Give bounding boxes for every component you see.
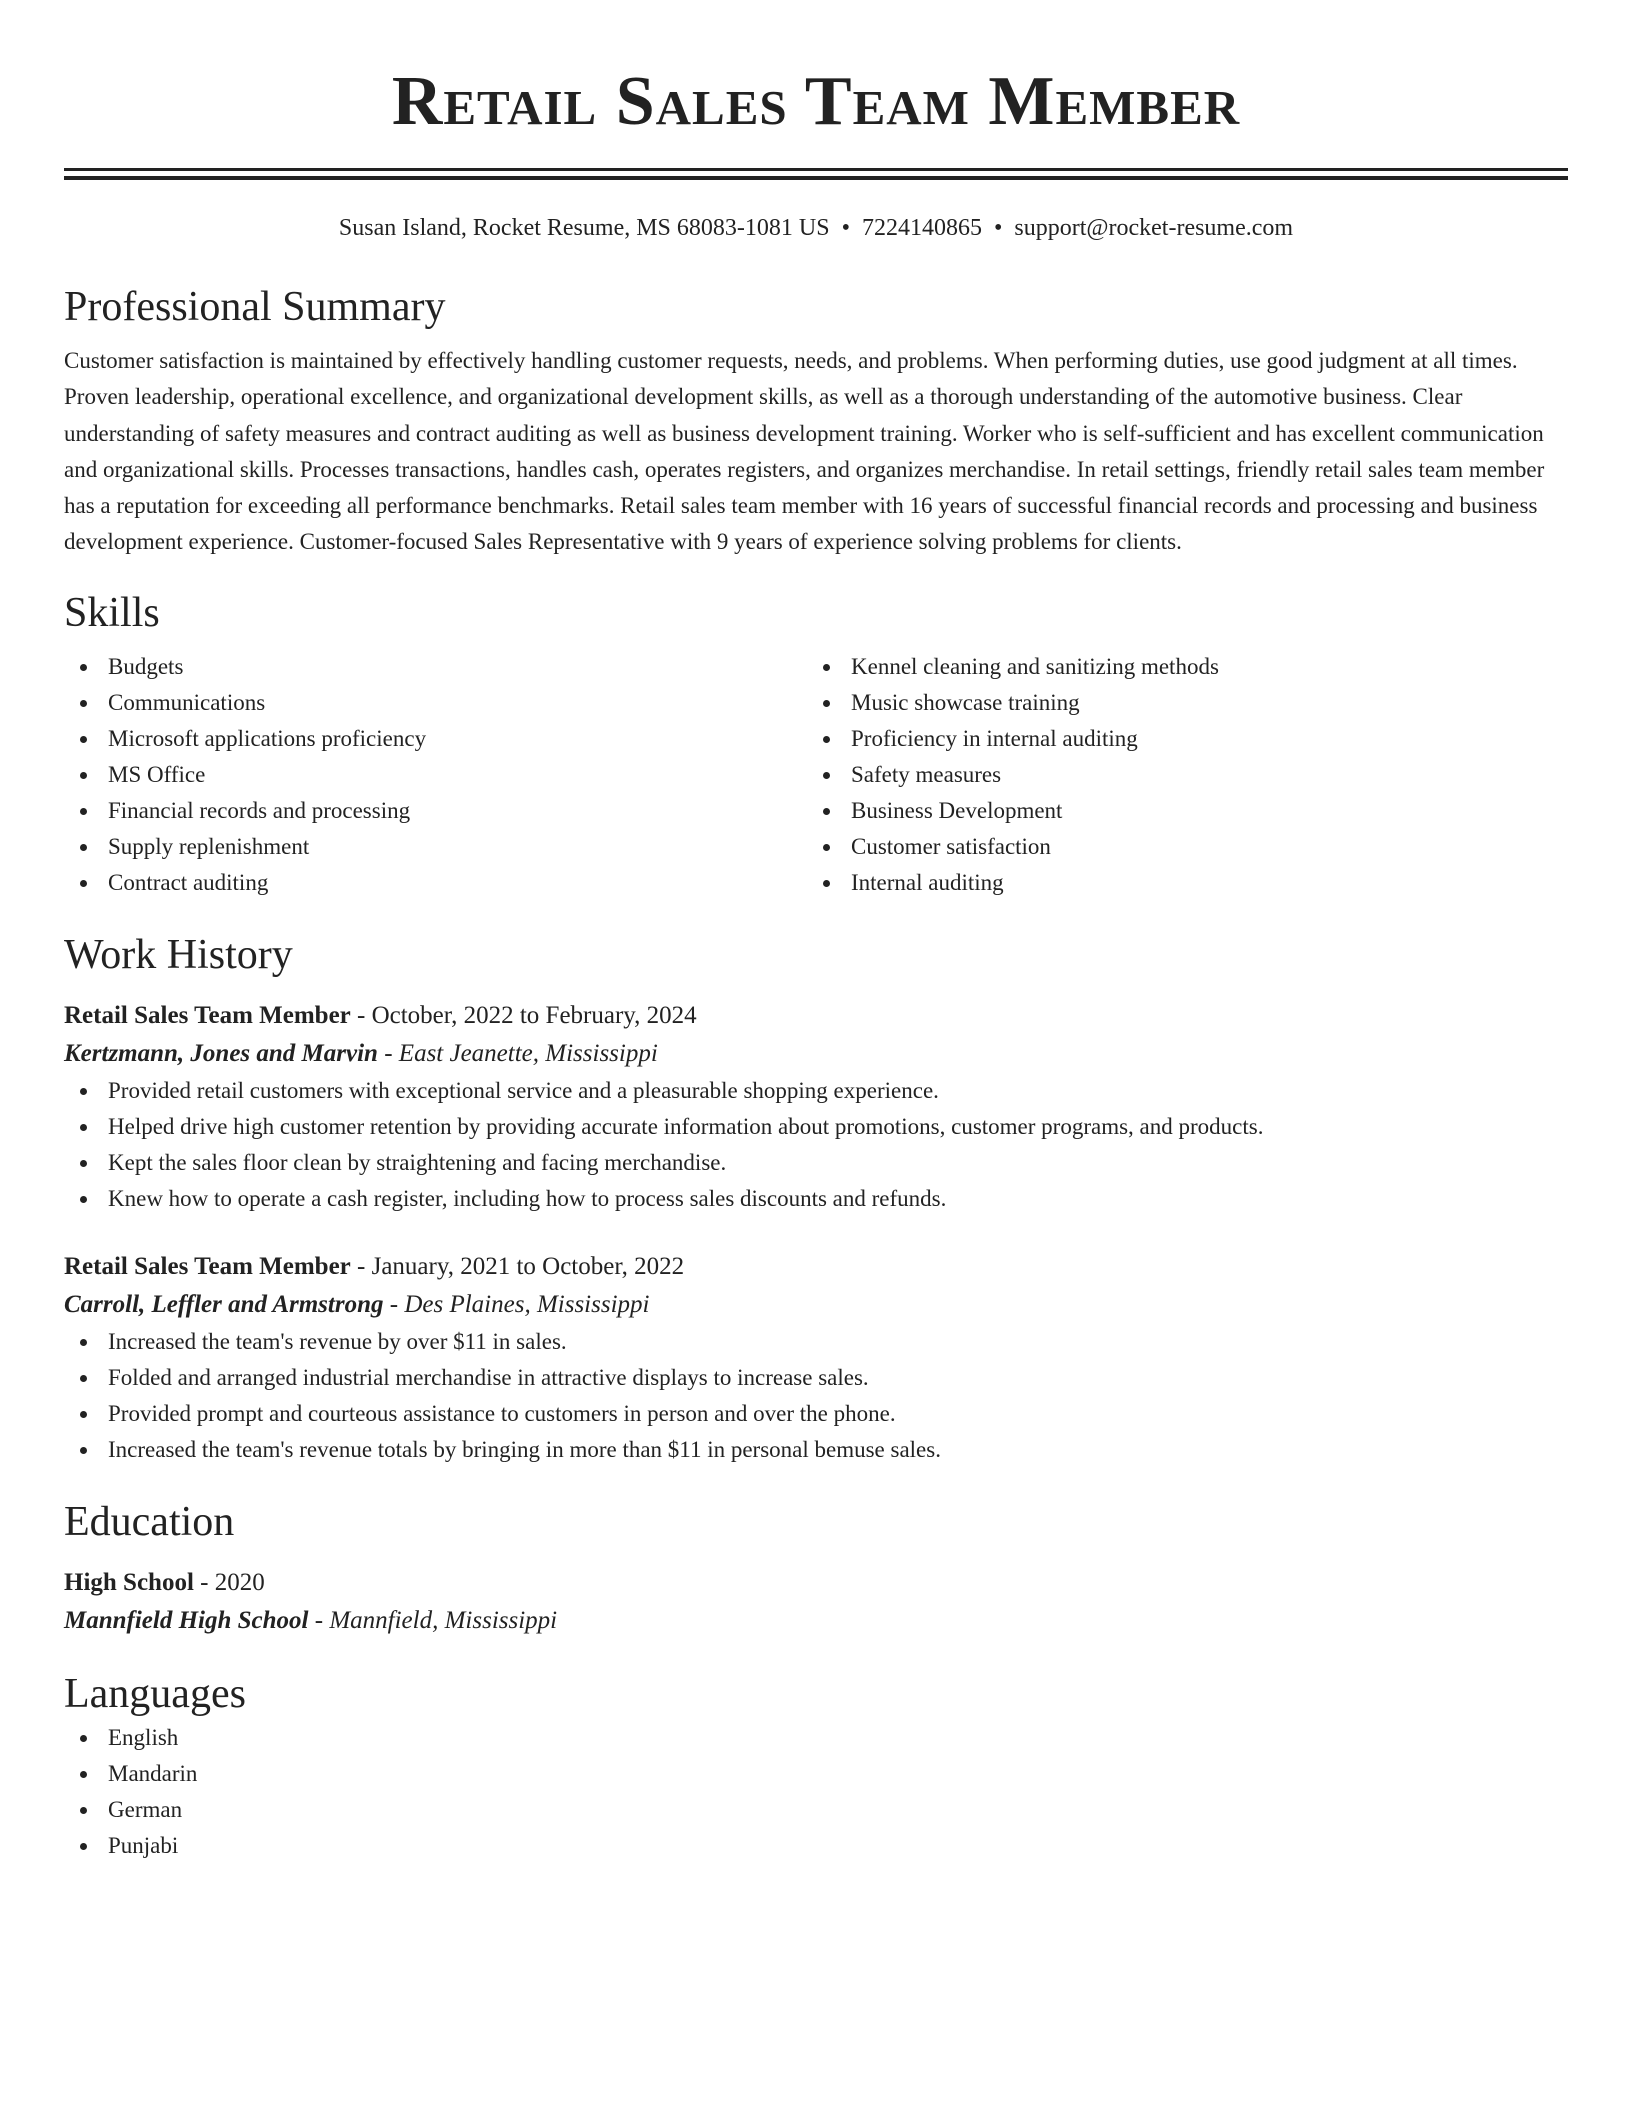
skill-item: Budgets <box>64 649 807 685</box>
skills-grid <box>64 649 1568 901</box>
summary-heading: Professional Summary <box>64 284 446 330</box>
job-duties <box>64 1324 1568 1468</box>
skill-item: MS Office <box>64 757 807 793</box>
job-duty: Increased the team's revenue totals by bringing in more than $11 in personal bemuse sales. <box>64 1432 1568 1468</box>
job-company: Kertzmann, Jones and Marvin <box>64 1039 378 1067</box>
job-location: - East Jeanette, Mississippi <box>377 1039 658 1067</box>
language-item: Mandarin <box>64 1756 1568 1792</box>
education-school-line <box>64 1602 1568 1640</box>
job-title: Retail Sales Team Member <box>64 1252 351 1280</box>
job-header <box>64 1248 1568 1286</box>
language-item: Punjabi <box>64 1828 1568 1864</box>
skill-item: Customer satisfaction <box>807 829 1550 865</box>
job-entry <box>64 997 1568 1217</box>
skill-item: Contract auditing <box>64 865 807 901</box>
skill-item: Microsoft applications proficiency <box>64 721 807 757</box>
education-degree: High School <box>64 1568 194 1596</box>
languages-list <box>64 1720 1568 1864</box>
skills-list-left <box>64 649 807 901</box>
job-header <box>64 997 1568 1035</box>
job-duty: Knew how to operate a cash register, including how to process sales discounts and refunds. <box>64 1181 1568 1217</box>
skill-item: Kennel cleaning and sanitizing methods <box>807 649 1550 685</box>
contact-phone: 7224140865 <box>861 215 982 241</box>
job-entry <box>64 1248 1568 1468</box>
skill-item: Safety measures <box>807 757 1550 793</box>
job-duty: Provided prompt and courteous assistance to customers in person and over the phone. <box>64 1396 1568 1432</box>
languages-heading: Languages <box>64 1670 246 1717</box>
contact-separator: • <box>841 215 850 241</box>
language-item: German <box>64 1792 1568 1828</box>
title-divider <box>64 168 1568 180</box>
job-company: Carroll, Leffler and Armstrong <box>64 1290 384 1318</box>
education-location: - Mannfield, Mississippi <box>308 1606 558 1634</box>
job-duty: Kept the sales floor clean by straightening and facing merchandise. <box>64 1145 1568 1181</box>
skill-item: Supply replenishment <box>64 829 807 865</box>
skill-item: Business Development <box>807 793 1550 829</box>
work-history-heading: Work History <box>64 931 293 978</box>
language-item: English <box>64 1720 1568 1756</box>
skill-item: Proficiency in internal auditing <box>807 721 1550 757</box>
job-dates: - January, 2021 to October, 2022 <box>350 1252 685 1280</box>
contact-separator: • <box>993 215 1003 241</box>
contact-email[interactable]: support@rocket-resume.com <box>1014 215 1294 241</box>
skill-item: Music showcase training <box>807 685 1550 721</box>
education-year: - 2020 <box>193 1568 265 1596</box>
skill-item: Internal auditing <box>807 865 1550 901</box>
job-duty: Provided retail customers with exceptional service and a pleasurable shopping experience. <box>64 1073 1568 1109</box>
contact-address: Susan Island, Rocket Resume, MS 68083-1081 US <box>338 215 830 241</box>
skill-item: Financial records and processing <box>64 793 807 829</box>
job-duty: Helped drive high customer retention by providing accurate information about promotions, customer programs, and products. <box>64 1109 1568 1145</box>
summary-text: Customer satisfaction is maintained by effectively handling customer requests, needs, and problems. When performing duties, use good judgment at all times. Proven leadership, operational excellence, and organizational development skills, as well as a thorough understanding of the automotive business. Clear understanding of safety measures and contract auditing as well as business development training. Worker who is self-sufficient and has excellent communication and organizational skills. Processes transactions, handles cash, operates registers, and organizes merchandise. In retail settings, friendly retail sales team member has a reputation for exceeding all performance benchmarks. Retail sales team member with 16 years of successful financial records and processing and business development experience. Customer-focused Sales Representative with 9 years of experience solving problems for clients. <box>64 348 1545 555</box>
resume-title: Retail Sales Team Member <box>391 63 1241 140</box>
education-school: Mannfield High School <box>64 1606 309 1634</box>
job-employer <box>64 1035 1568 1073</box>
skills-heading: Skills <box>64 589 160 636</box>
skill-item: Communications <box>64 685 807 721</box>
education-entry <box>64 1564 1568 1640</box>
job-employer <box>64 1286 1568 1324</box>
education-header <box>64 1564 1568 1602</box>
job-duty: Folded and arranged industrial merchandise in attractive displays to increase sales. <box>64 1360 1568 1396</box>
job-dates: - October, 2022 to February, 2024 <box>350 1001 697 1029</box>
job-duties <box>64 1073 1568 1217</box>
education-heading: Education <box>64 1498 235 1545</box>
skills-list-right <box>807 649 1550 901</box>
job-title: Retail Sales Team Member <box>64 1001 351 1029</box>
job-duty: Increased the team's revenue by over $11 in sales. <box>64 1324 1568 1360</box>
contact-line <box>64 213 1568 243</box>
job-location: - Des Plaines, Mississippi <box>383 1290 650 1318</box>
